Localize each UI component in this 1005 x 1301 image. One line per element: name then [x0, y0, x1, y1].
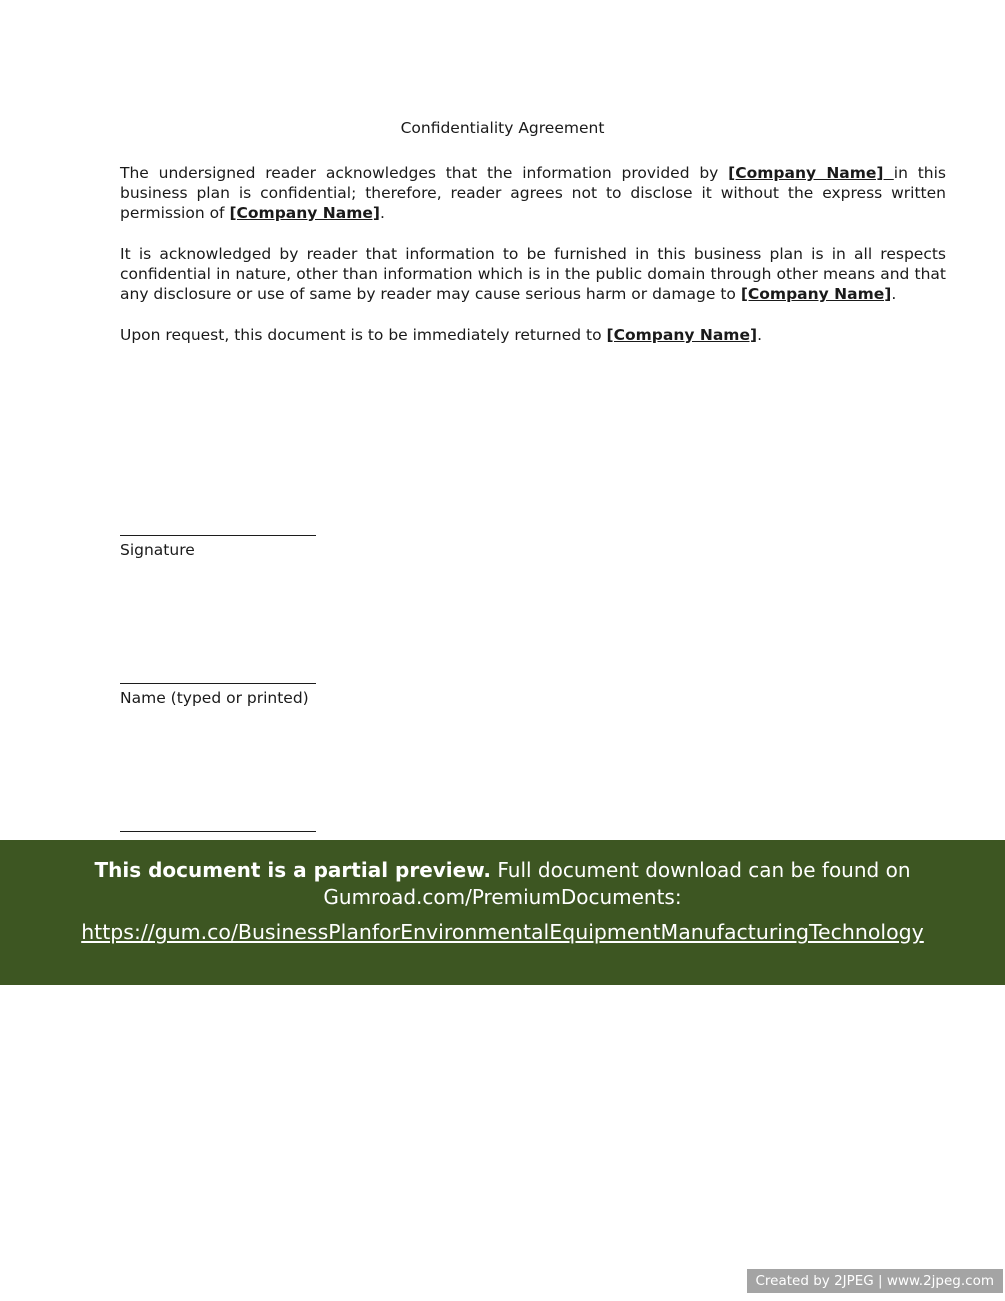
paragraph-text: in this business plan is confidential; therefore, reader agrees not to disclose it without the express written permission of: [120, 164, 946, 222]
name-label: Name (typed or printed): [120, 689, 309, 707]
preview-banner-bold-text: This document is a partial preview.: [94, 858, 492, 882]
company-name-placeholder: [Company Name]: [229, 204, 380, 222]
company-name-placeholder: [Company Name]: [740, 285, 892, 303]
preview-banner-text: [73, 857, 933, 911]
preview-banner-regular-text: Full document download can be found on Gumroad.com/PremiumDocuments:: [323, 858, 911, 909]
paragraph-text: .: [379, 204, 385, 222]
paragraph-text: .: [891, 285, 897, 303]
gumroad-link[interactable]: https://gum.co/BusinessPlanforEnvironmentalEquipmentManufacturingTechnology: [81, 920, 924, 944]
paragraph-1: [120, 163, 946, 223]
watermark-credit: Created by 2JPEG | www.2jpeg.com: [747, 1269, 1004, 1293]
extra-signature-line: [120, 816, 316, 832]
preview-banner-link-row: [0, 920, 1005, 944]
name-block: [120, 668, 316, 708]
document-title: Confidentiality Agreement: [400, 119, 605, 137]
document-body: [120, 163, 946, 366]
preview-banner: [0, 840, 1005, 985]
signature-block: [120, 520, 316, 560]
company-name-placeholder: [Company Name]: [728, 164, 894, 182]
paragraph-3: [120, 325, 946, 345]
paragraph-text: .: [757, 326, 762, 344]
signature-label: Signature: [120, 541, 195, 559]
company-name-placeholder: [Company Name]: [606, 326, 758, 344]
paragraph-text: The undersigned reader acknowledges that the information provided by: [120, 164, 729, 182]
name-line: [120, 668, 316, 684]
paragraph-text: Upon request, this document is to be immediately returned to: [120, 326, 607, 344]
extra-signature-block: [120, 816, 316, 836]
signature-line: [120, 520, 316, 536]
paragraph-2: [120, 244, 946, 304]
paragraph-text: It is acknowledged by reader that information to be furnished in this business plan is in all respects confidential in nature, other than information which is in the public domain through other means and that any disclosure or use of same by reader may cause serious harm or damage to: [120, 245, 946, 303]
